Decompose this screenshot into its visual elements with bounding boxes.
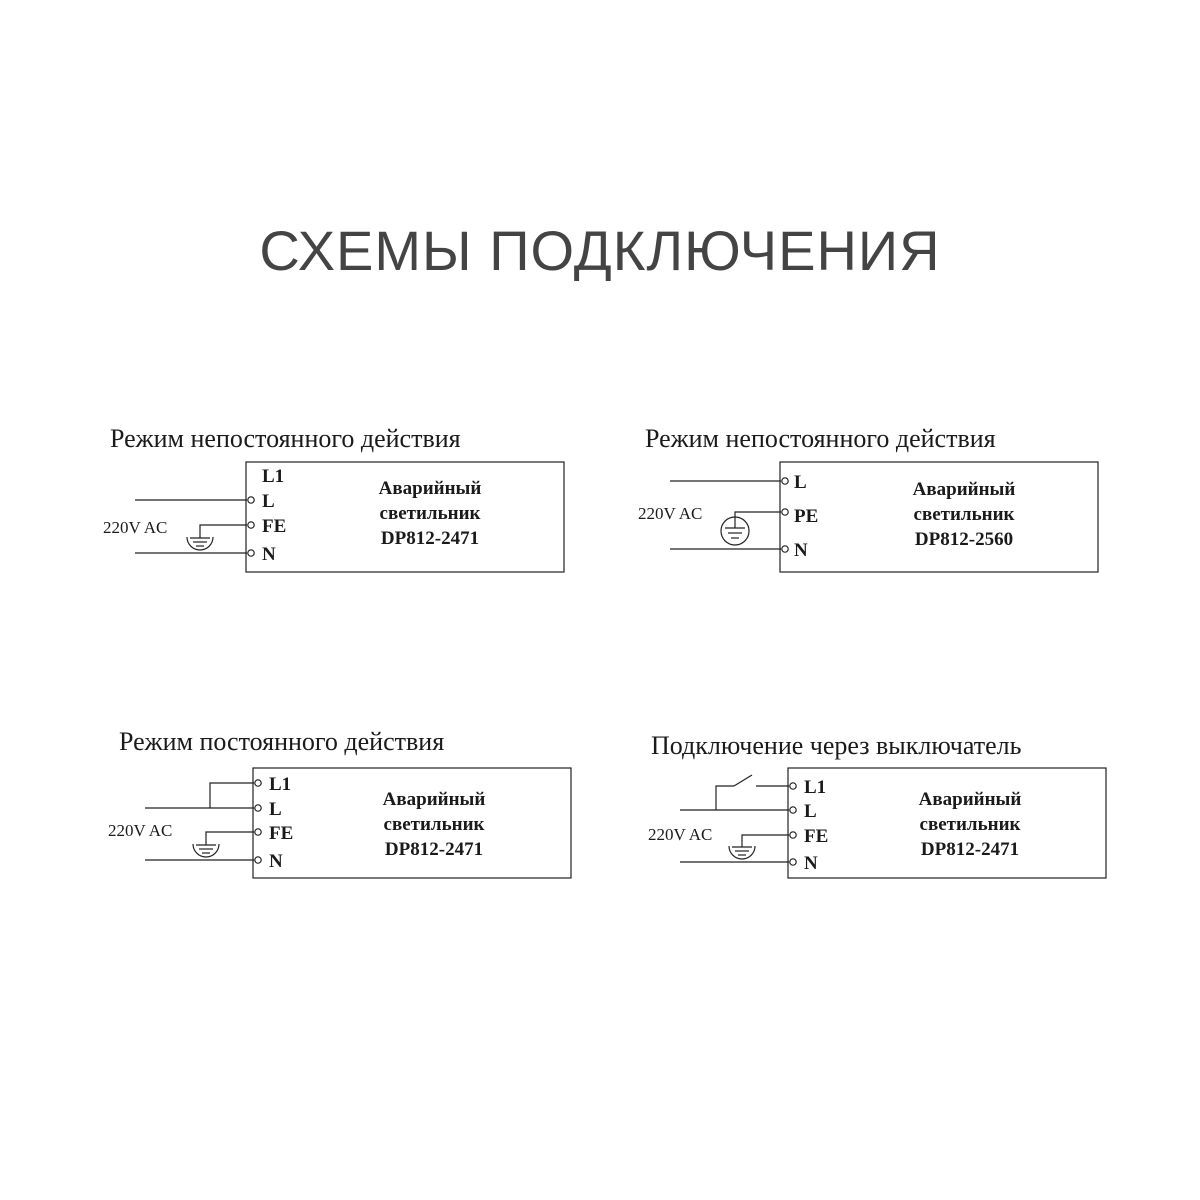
terminal-fe-dot [790, 832, 796, 838]
diagram-heading: Подключение через выключатель [651, 731, 1022, 760]
terminal-label: N [804, 853, 818, 874]
functional-earth-icon [187, 537, 213, 550]
terminal-label: L [794, 472, 807, 493]
diagram-heading: Режим постоянного действия [119, 727, 445, 756]
terminal-label: L1 [262, 466, 285, 487]
diagram-heading: Режим непостоянного действия [110, 424, 461, 453]
terminal-n-dot [782, 546, 788, 552]
supply-voltage: 220V AC [108, 821, 173, 840]
diagram-non-maintained-2560 [638, 424, 1098, 572]
page-title: СХЕМЫ ПОДКЛЮЧЕНИЯ [259, 219, 941, 282]
diagram-heading: Режим непостоянного действия [645, 424, 996, 453]
terminal-label: L1 [269, 774, 292, 795]
terminal-n-dot [248, 550, 254, 556]
terminal-l-dot [790, 807, 796, 813]
device-model: DP812-2471 [380, 528, 480, 549]
device-label: светильник [919, 814, 1021, 835]
diagram-switched-2471 [648, 731, 1106, 878]
supply-voltage: 220V AC [648, 825, 713, 844]
protective-earth-icon [721, 517, 749, 545]
terminal-label: L [262, 491, 275, 512]
terminal-label: N [269, 851, 283, 872]
functional-earth-icon [729, 846, 755, 859]
terminal-fe-dot [255, 829, 261, 835]
device-label: Аварийный [382, 789, 486, 810]
terminal-n-dot [255, 857, 261, 863]
terminal-label: L [804, 801, 817, 822]
switch-icon [734, 775, 752, 786]
terminal-label: N [262, 544, 276, 565]
terminal-l-dot [255, 805, 261, 811]
device-label: Аварийный [378, 478, 482, 499]
device-label: Аварийный [918, 789, 1022, 810]
terminal-label: FE [262, 516, 287, 537]
supply-voltage: 220V AC [638, 504, 703, 523]
terminal-label: FE [269, 823, 294, 844]
terminal-label: PE [794, 506, 819, 527]
terminal-fe-dot [248, 522, 254, 528]
wire-pe [735, 512, 781, 519]
wire-fe [206, 832, 254, 845]
terminal-n-dot [790, 859, 796, 865]
diagram-maintained-2471 [108, 727, 571, 878]
terminal-label: L [269, 799, 282, 820]
terminal-l1-dot [790, 783, 796, 789]
terminal-label: N [794, 540, 808, 561]
device-label: светильник [379, 503, 481, 524]
wire-switch-in [716, 786, 734, 810]
terminal-label: L1 [804, 777, 827, 798]
device-model: DP812-2560 [914, 529, 1014, 550]
diagram-non-maintained-2471 [103, 424, 564, 572]
wire-l1-bridge [210, 783, 254, 808]
terminal-label: FE [804, 826, 829, 847]
device-label: светильник [383, 814, 485, 835]
device-label: Аварийный [912, 479, 1016, 500]
device-model: DP812-2471 [920, 839, 1020, 860]
functional-earth-icon [193, 844, 219, 857]
terminal-l-dot [782, 478, 788, 484]
device-model: DP812-2471 [384, 839, 484, 860]
terminal-pe-dot [782, 509, 788, 515]
wire-fe [742, 835, 789, 847]
terminal-l-dot [248, 497, 254, 503]
terminal-l1-dot [255, 780, 261, 786]
wire-fe [200, 525, 247, 538]
supply-voltage: 220V AC [103, 518, 168, 537]
device-label: светильник [913, 504, 1015, 525]
